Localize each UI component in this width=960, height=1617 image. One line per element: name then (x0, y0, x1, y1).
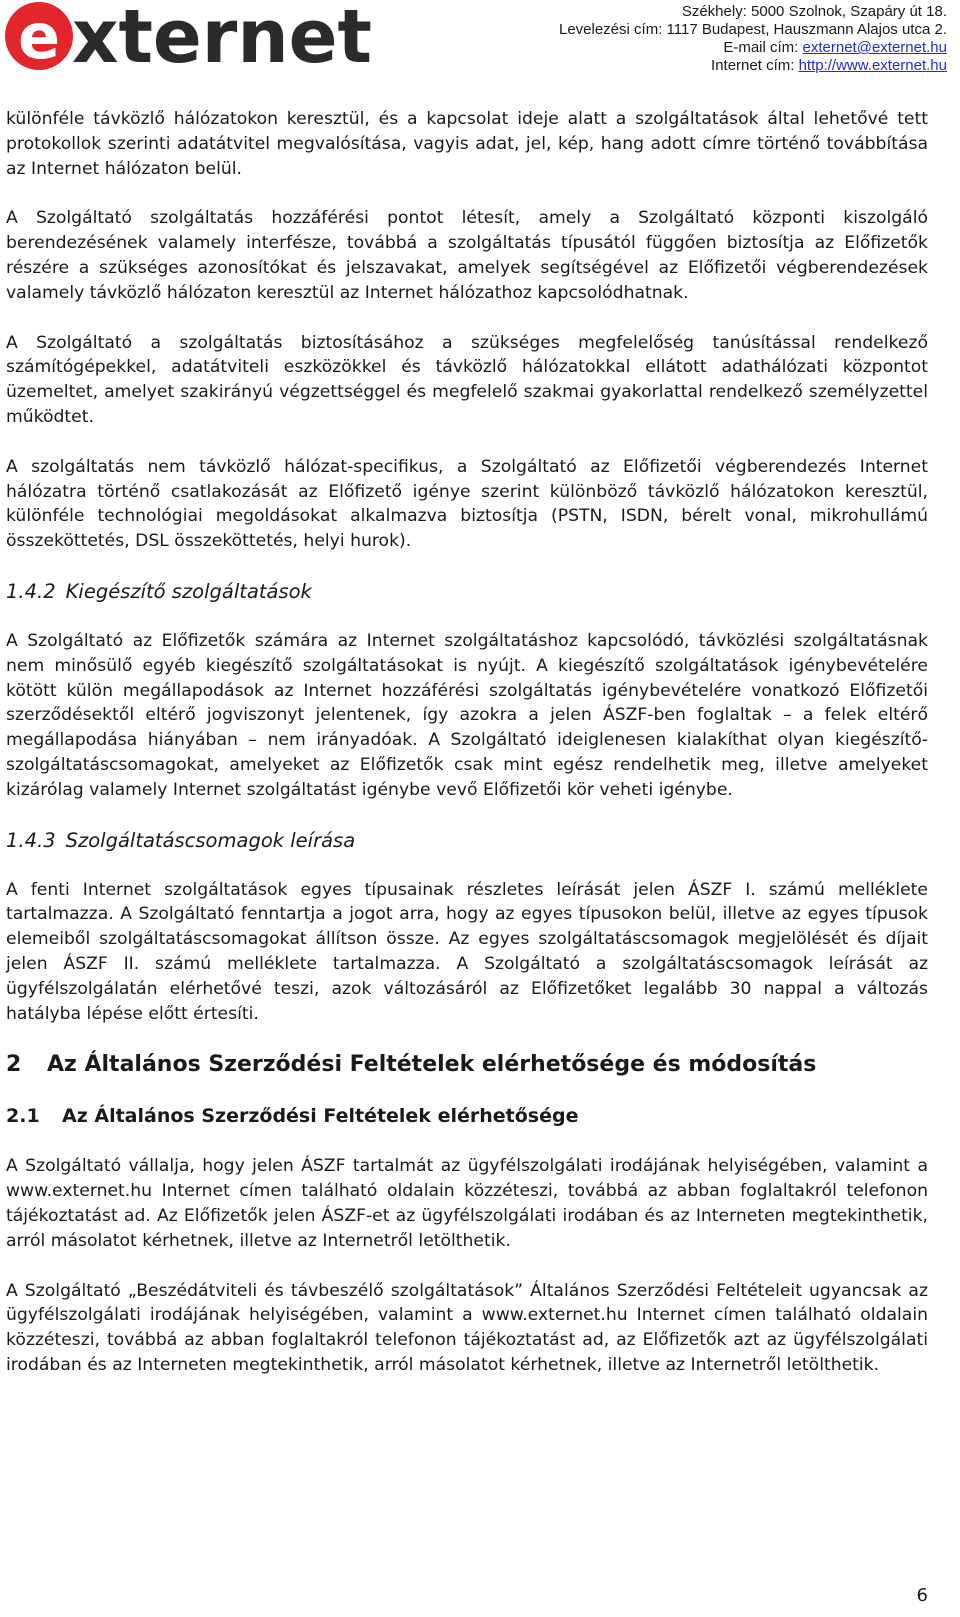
document-body (6, 107, 928, 1403)
paragraph-voice-services: A Szolgáltató „Beszédátviteli és távbeszélő szolgáltatások” Általános Szerződési Feltételeit ugyancsak az ügyfélszolgálati irodájának helyiségében, valamint a www.externet.hu Internet címen található oldalain közzéteszi, továbbá az abban foglaltakról telefonon tájékoztatást ad, az Előfizetők azt az ügyfélszolgálati irodában és az Interneten megtekinthetik, arról másolatot kérhetnek, illetve az Internetről letölthetik. (6, 1280, 928, 1375)
paragraph-availability: A Szolgáltató vállalja, hogy jelen ÁSZF tartalmát az ügyfélszolgálati irodájának helyiségében, valamint a www.externet.hu Internet címen található oldalain közzéteszi, továbbá az abban foglaltakról telefonon tájékoztatást ad. Az Előfizetők jelen ÁSZF-et az ügyfélszolgálati irodában és az Interneten megtekinthetik, arról másolatot kérhetnek, illetve az Internetről letölthetik. (6, 1156, 928, 1251)
heading-title: Az Általános Szerződési Feltételek elérhetősége (62, 1105, 579, 1128)
heading-number: 1.4.3 (6, 828, 56, 852)
paragraph-access-point: A Szolgáltató szolgáltatás hozzáférési pontot létesít, amely a Szolgáltató központi kiszolgáló berendezésének valamely interfésze, továbbá a szolgáltatás típusától függően biztosítja az Előfizetők részére a szükséges azonosítókat és jelszavakat, amelyek segítségével az Előfizetői végberendezések valamely távközlő hálózaton keresztül az Internet hálózathoz kapcsolódhatnak. (6, 208, 928, 303)
page-header (0, 0, 960, 90)
heading-number: 2 (6, 1052, 22, 1078)
heading-number: 1.4.2 (6, 579, 56, 603)
paragraph-network-independence: A szolgáltatás nem távközlő hálózat-specifikus, a Szolgáltató az Előfizetői végberendezés Internet hálózatra történő csatlakozását az Előfizető igénye szerint különböző távközlő hálózatokon keresztül, különféle technológiai megoldásokat alkalmazva biztosítja (PSTN, ISDN, bérelt vonal, mikrohullámú összeköttetés, DSL összeköttetés, helyi hurok). (6, 456, 928, 552)
contact-block (559, 3, 947, 75)
seat-address: Székhely: 5000 Szolnok, Szapáry út 18. (681, 3, 947, 20)
paragraph-package-description: A fenti Internet szolgáltatások egyes típusainak részletes leírását jelen ÁSZF I. számú melléklete tartalmazza. A Szolgáltató fenntartja a jogot arra, hogy az egyes típusokon belül, illetve az egyes típusok elemeiből szolgáltatáscsomagokat állítson össze. Az egyes szolgáltatáscsomagok megjelölését és díjait jelen ÁSZF II. számú melléklete tartalmazza. A Szolgáltató a szolgáltatáscsomagok leírását az ügyfélszolgálatán elérhetővé teszi, azok változásáról az Előfizetőket legalább 30 nappal a változás hatályba lépése előtt értesíti. (6, 879, 928, 1024)
heading-1-4-3 (6, 828, 928, 854)
heading-1-4-2 (6, 579, 928, 605)
paragraph-continued: különféle távközlő hálózatokon keresztül, és a kapcsolat ideje alatt a szolgáltatások által lehetővé tett protokollok szerinti adatátvitel megvalósítása, vagyis adat, jel, kép, hang adott címre történő továbbítása az Internet hálózaton belül. (6, 109, 928, 179)
heading-2 (6, 1051, 928, 1079)
heading-2-1 (6, 1103, 928, 1129)
email-label: E-mail cím: (723, 39, 803, 56)
web-link[interactable]: http://www.externet.hu (798, 57, 947, 74)
web-line (559, 57, 947, 75)
heading-number: 2.1 (6, 1105, 40, 1128)
paragraph-data-center: A Szolgáltató a szolgáltatás biztosításához a szükséges megfelelőség tanúsítással rendelkező számítógépekkel, adatátviteli eszközökkel és távközlő hálózatokkal ellátott adathálózati központot üzemeltet, amelyet szakirányú végzettséggel és megfelelő szakmai gyakorlattal rendelkező személyzettel működtet. (6, 332, 928, 427)
externet-logo (4, 0, 384, 80)
mailing-address: Levelezési cím: 1117 Budapest, Hauszmann Alajos utca 2. (558, 21, 947, 38)
svg-text:xternet: xternet (72, 0, 372, 80)
email-line (559, 39, 947, 57)
paragraph-supplementary-services: A Szolgáltató az Előfizetők számára az Internet szolgáltatáshoz kapcsolódó, távközlési szolgáltatásnak nem minősülő egyéb kiegészítő szolgáltatásokat is nyújt. A kiegészítő szolgáltatások igénybevételére kötött külön megállapodások az Internet hozzáférési szolgáltatás igénybevételére vonatkozó Előfizetői szerződésektől eltérő jogviszonyt jelentenek, így azokra a jelen ÁSZF-ben foglaltak – a felek eltérő megállapodása hiányában – nem irányadóak. A Szolgáltató ideiglenesen kialakíthat olyan kiegészítő-szolgáltatáscsomagokat, amelyeket az Előfizetők csak mint egész rendelhetik meg, illetve amelyeket kizárólag valamely Internet szolgáltatást igénybe vevő Előfizetői kör veheti igénybe. (6, 630, 928, 800)
heading-title: Az Általános Szerződési Feltételek elérhetősége és módosítás (47, 1052, 817, 1078)
web-label: Internet cím: (711, 57, 799, 74)
email-link[interactable]: externet@externet.hu (802, 39, 947, 56)
svg-text:e: e (17, 0, 61, 73)
heading-title: Kiegészítő szolgáltatások (65, 579, 312, 603)
page-number: 6 (916, 1585, 928, 1606)
heading-title: Szolgáltatáscsomagok leírása (65, 828, 356, 852)
